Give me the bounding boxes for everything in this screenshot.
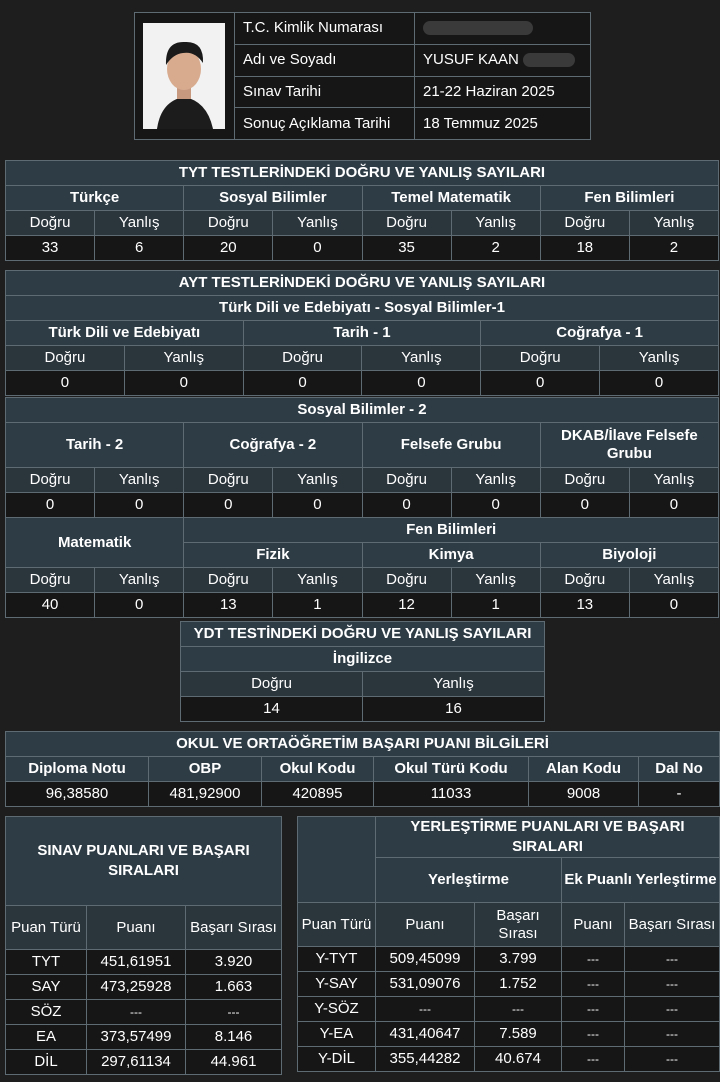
yanlis-header: Yanlış [124,346,243,371]
sinav-title: SINAV PUANLARI VE BAŞARI SIRALARI [6,817,282,906]
yanlis-value: 0 [600,371,719,396]
name-value: YUSUF KAAN [415,44,591,76]
obp-value: 96,38580 [6,782,149,807]
puani-header: Puanı [376,903,475,947]
puan-turu: EA [6,1025,87,1050]
obp-header: Dal No [639,757,720,782]
ek-puanli-subtitle: Ek Puanlı Yerleştirme [562,858,720,903]
puan-value: --- [87,1000,186,1025]
exam-date-label: Sınav Tarihi [235,76,415,108]
obp-header: OBP [149,757,262,782]
ayt-subject: Matematik [6,518,184,568]
basari-sirasi-header: Başarı Sırası [186,906,282,950]
ek-puan-value: --- [562,972,625,997]
ydt-subject: İngilizce [181,647,545,672]
yanlis-value: 0 [273,493,362,518]
tyt-table [5,160,719,261]
tyt-subject: Sosyal Bilimler [184,186,362,211]
ayt-subject: Kimya [362,543,540,568]
result-date-label: Sonuç Açıklama Tarihi [235,108,415,140]
obp-title: OKUL VE ORTAÖĞRETİM BAŞARI PUANI BİLGİLERİ [6,732,720,757]
obp-header: Alan Kodu [529,757,639,782]
ek-puan-value: --- [562,947,625,972]
ydt-table [180,621,545,722]
yanlis-header: Yanlış [363,672,545,697]
ayt-title: AYT TESTLERİNDEKİ DOĞRU VE YANLIŞ SAYILARI [6,271,719,296]
dogru-value: 40 [6,593,95,618]
puan-value: 473,25928 [87,975,186,1000]
dogru-header: Doğru [6,468,95,493]
obp-value: 9008 [529,782,639,807]
obp-value: 11033 [374,782,529,807]
puan-turu: Y-SAY [298,972,376,997]
dogru-value: 13 [184,593,273,618]
yanlis-header: Yanlış [273,468,362,493]
puan-value: 297,61134 [87,1050,186,1075]
yanlis-value: 0 [95,493,184,518]
sira-value: 1.752 [475,972,562,997]
obp-value: 481,92900 [149,782,262,807]
yerlestirme-title: YERLEŞTİRME PUANLARI VE BAŞARI SIRALARI [376,817,720,858]
dogru-value: 0 [6,493,95,518]
ayt-subject: Tarih - 1 [243,321,481,346]
puan-turu: Y-TYT [298,947,376,972]
yerlestirme-subtitle: Yerleştirme [376,858,562,903]
dogru-value: 12 [362,593,451,618]
yanlis-value: 0 [629,593,718,618]
dogru-header: Doğru [184,468,273,493]
dogru-header: Doğru [540,468,629,493]
ayt-subject: Felsefe Grubu [362,423,540,468]
sira-value: 8.146 [186,1025,282,1050]
yanlis-value: 0 [273,236,362,261]
sira-value: 3.799 [475,947,562,972]
dogru-value: 0 [184,493,273,518]
dogru-value: 0 [540,493,629,518]
puan-turu: Y-EA [298,1022,376,1047]
puan-value: 431,40647 [376,1022,475,1047]
dogru-header: Doğru [181,672,363,697]
tyt-subject: Temel Matematik [362,186,540,211]
puan-turu-header: Puan Türü [6,906,87,950]
puan-turu: TYT [6,950,87,975]
yanlis-header: Yanlış [95,468,184,493]
ek-puan-value: --- [562,1047,625,1072]
yanlis-value: 1 [451,593,540,618]
ayt-group1-title: Türk Dili ve Edebiyatı - Sosyal Bilimler-1 [6,296,719,321]
puani-header: Puanı [562,903,625,947]
dogru-header: Doğru [481,346,600,371]
name-label: Adı ve Soyadı [235,44,415,76]
puan-turu: SAY [6,975,87,1000]
ek-sira-value: --- [625,1022,720,1047]
tyt-subject: Türkçe [6,186,184,211]
blank-cell [298,817,376,903]
dogru-value: 0 [362,493,451,518]
id-label: T.C. Kimlik Numarası [235,13,415,45]
dogru-value: 33 [6,236,95,261]
obp-value: - [639,782,720,807]
yanlis-value: 0 [124,371,243,396]
yanlis-value: 0 [629,493,718,518]
redaction-mark [423,21,533,35]
puan-turu-header: Puan Türü [298,903,376,947]
dogru-header: Doğru [362,568,451,593]
yanlis-value: 0 [451,493,540,518]
puani-header: Puanı [87,906,186,950]
redaction-mark [523,53,575,67]
obp-table [5,731,719,807]
obp-value: 420895 [262,782,374,807]
yanlis-header: Yanlış [629,568,718,593]
obp-header: Okul Kodu [262,757,374,782]
dogru-value: 0 [6,371,125,396]
dogru-header: Doğru [184,211,273,236]
obp-header: Okul Türü Kodu [374,757,529,782]
ek-sira-value: --- [625,1047,720,1072]
yanlis-header: Yanlış [451,211,540,236]
dogru-header: Doğru [6,211,95,236]
dogru-header: Doğru [184,568,273,593]
puan-value: 509,45099 [376,947,475,972]
puan-value: --- [376,997,475,1022]
yanlis-header: Yanlış [95,211,184,236]
puan-value: 451,61951 [87,950,186,975]
dogru-value: 14 [181,697,363,722]
basari-sirasi-header: Başarı Sırası [625,903,720,947]
tyt-subject: Fen Bilimleri [540,186,718,211]
ayt-subject: Biyoloji [540,543,718,568]
yanlis-header: Yanlış [273,211,362,236]
yanlis-header: Yanlış [629,468,718,493]
yanlis-value: 2 [451,236,540,261]
sira-value: 7.589 [475,1022,562,1047]
ayt-group2-title: Sosyal Bilimler - 2 [6,398,719,423]
result-date-value: 18 Temmuz 2025 [415,108,591,140]
sira-value: 1.663 [186,975,282,1000]
ayt-subject: Coğrafya - 2 [184,423,362,468]
candidate-photo [135,13,235,140]
puan-value: 355,44282 [376,1047,475,1072]
yanlis-value: 2 [629,236,718,261]
dogru-value: 18 [540,236,629,261]
dogru-header: Doğru [540,211,629,236]
ek-puan-value: --- [562,997,625,1022]
dogru-value: 13 [540,593,629,618]
puan-value: 373,57499 [87,1025,186,1050]
puan-value: 531,09076 [376,972,475,997]
yanlis-header: Yanlış [451,568,540,593]
yanlis-header: Yanlış [362,346,481,371]
ek-sira-value: --- [625,972,720,997]
puan-turu: Y-SÖZ [298,997,376,1022]
tyt-title: TYT TESTLERİNDEKİ DOĞRU VE YANLIŞ SAYILARI [6,161,719,186]
yanlis-value: 0 [95,593,184,618]
dogru-value: 0 [481,371,600,396]
dogru-header: Doğru [540,568,629,593]
dogru-header: Doğru [362,468,451,493]
yerlestirme-puanlari-table [297,816,719,1072]
ayt-subject: Türk Dili ve Edebiyatı [6,321,244,346]
ayt-table [5,270,719,618]
exam-date-value: 21-22 Haziran 2025 [415,76,591,108]
sira-value: 44.961 [186,1050,282,1075]
puan-turu: DİL [6,1050,87,1075]
yanlis-header: Yanlış [95,568,184,593]
yanlis-value: 0 [362,371,481,396]
yanlis-header: Yanlış [600,346,719,371]
dogru-header: Doğru [362,211,451,236]
yanlis-value: 16 [363,697,545,722]
yanlis-value: 6 [95,236,184,261]
puan-turu: SÖZ [6,1000,87,1025]
fen-title: Fen Bilimleri [184,518,719,543]
ayt-subject: DKAB/İlave Felsefe Grubu [540,423,718,468]
sira-value: 40.674 [475,1047,562,1072]
sira-value: 3.920 [186,950,282,975]
avatar [135,13,235,139]
ek-sira-value: --- [625,947,720,972]
ek-puan-value: --- [562,1022,625,1047]
sira-value: --- [475,997,562,1022]
dogru-header: Doğru [6,568,95,593]
id-value [415,13,591,45]
puan-turu: Y-DİL [298,1047,376,1072]
candidate-info [134,12,590,140]
yanlis-header: Yanlış [629,211,718,236]
obp-header: Diploma Notu [6,757,149,782]
ayt-subject: Tarih - 2 [6,423,184,468]
dogru-value: 20 [184,236,273,261]
sira-value: --- [186,1000,282,1025]
yanlis-value: 1 [273,593,362,618]
ek-sira-value: --- [625,997,720,1022]
yanlis-header: Yanlış [451,468,540,493]
yanlis-header: Yanlış [273,568,362,593]
ydt-title: YDT TESTİNDEKİ DOĞRU VE YANLIŞ SAYILARI [181,622,545,647]
dogru-header: Doğru [243,346,362,371]
dogru-value: 35 [362,236,451,261]
dogru-value: 0 [243,371,362,396]
sinav-puanlari-table [5,816,281,1075]
basari-sirasi-header: Başarı Sırası [475,903,562,947]
dogru-header: Doğru [6,346,125,371]
ayt-subject: Coğrafya - 1 [481,321,719,346]
ayt-subject: Fizik [184,543,362,568]
